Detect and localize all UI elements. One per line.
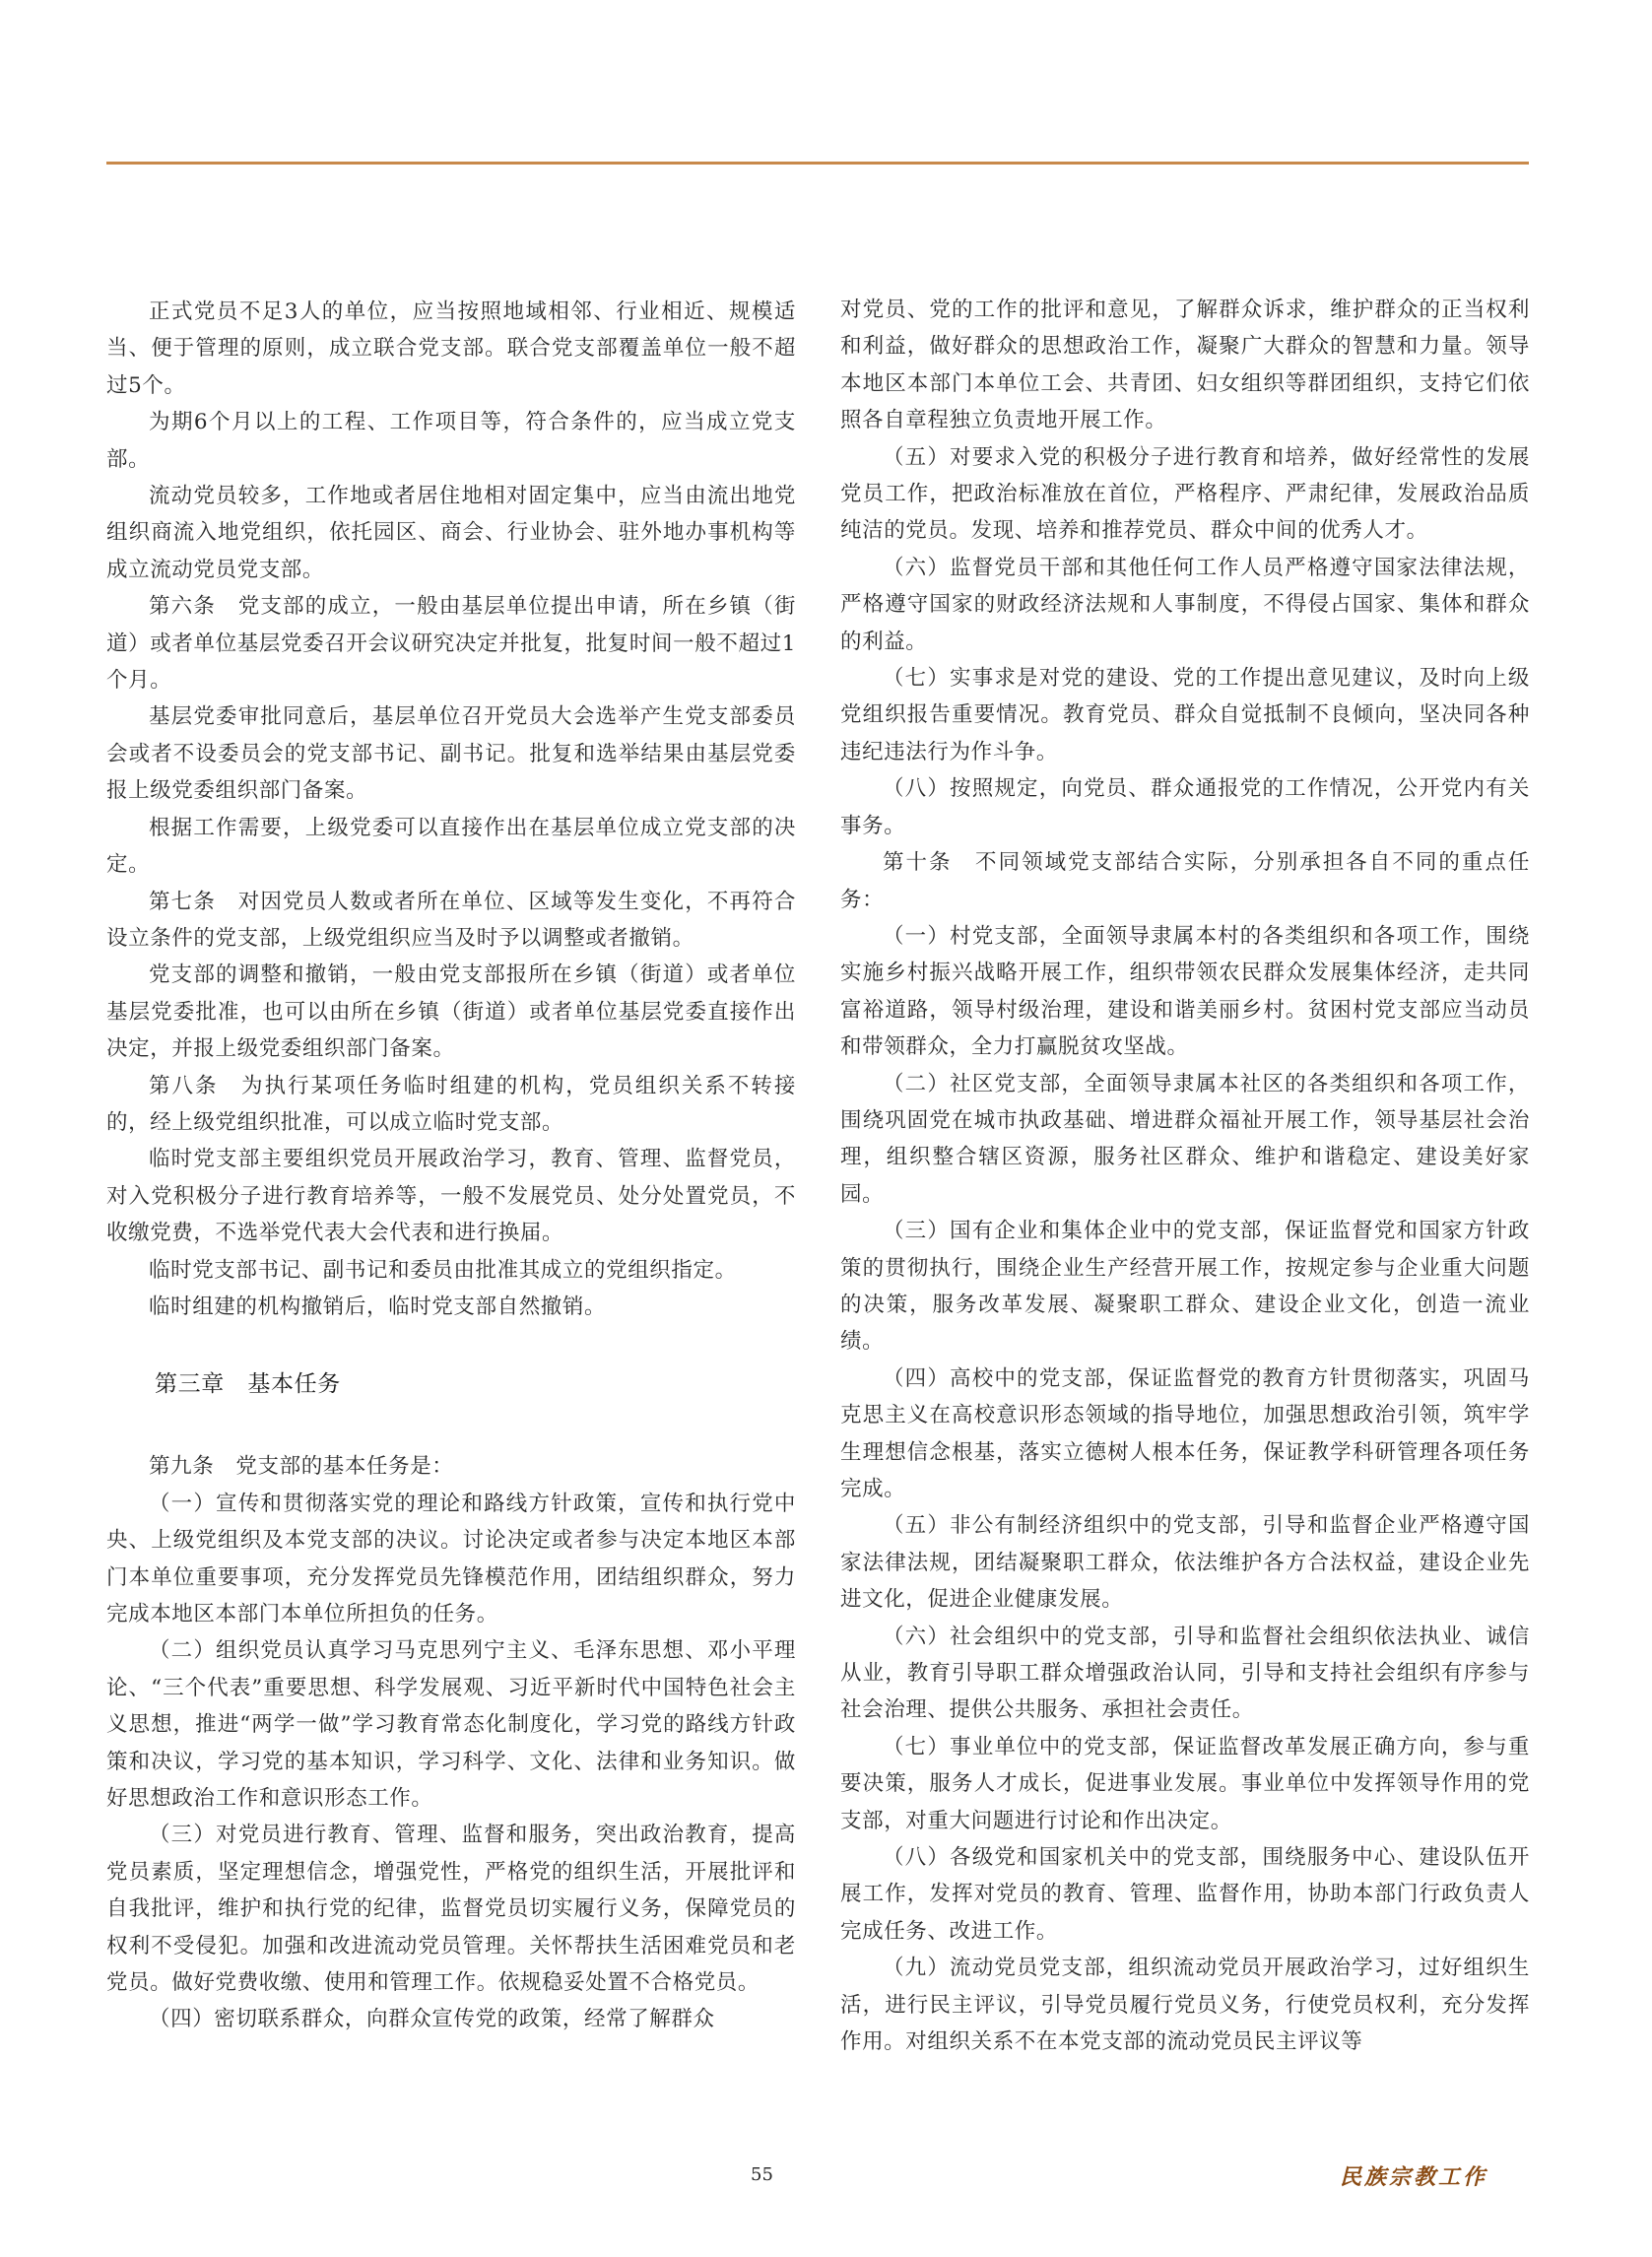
list-item: （一）宣传和贯彻落实党的理论和路线方针政策，宣传和执行党中央、上级党组织及本党支部的决议。讨论决定或者参与决定本地区本部门本单位重要事项，充分发挥党员先锋模范作用，团结组织群众，努力完成本地区本部门本单位所担负的任务。 <box>106 1491 796 1626</box>
paragraph: 正式党员不足3人的单位，应当按照地域相邻、行业相近、规模适当、便于管理的原则，成立联合党支部。联合党支部覆盖单位一般不超过5个。 <box>106 299 796 398</box>
list-item: （四）密切联系群众，向群众宣传党的政策，经常了解群众 <box>149 2007 715 2032</box>
list-item: （六）监督党员干部和其他任何工作人员严格遵守国家法律法规，严格遵守国家的财政经济法规和人事制度，不得侵占国家、集体和群众的利益。 <box>840 555 1530 654</box>
article-10: 第十条 不同领域党支部结合实际，分别承担各自不同的重点任务： <box>840 850 1530 912</box>
publication-logo: 民族宗教工作 <box>1340 2164 1488 2190</box>
list-item: （三）对党员进行教育、管理、监督和服务，突出政治教育，提高党员素质，坚定理想信念，增强党性，严格党的组织生活，开展批评和自我批评，维护和执行党的纪律，监督党员切实履行义务，保障党员的权利不受侵犯。加强和改进流动党员管理。关怀帮扶生活困难党员和老党员。做好党费收缴、使用和管理工作。依规稳妥处置不合格党员。 <box>106 1823 796 1996</box>
right-column <box>840 292 1530 2061</box>
article-9: 第九条 党支部的基本任务是： <box>149 1454 454 1480</box>
article-8: 第八条 为执行某项任务临时组建的机构，党员组织关系不转接的，经上级党组织批准，可以成立临时党支部。 <box>106 1073 796 1135</box>
list-item: （七）事业单位中的党支部，保证监督改革发展正确方向，参与重要决策，服务人才成长，促进事业发展。事业单位中发挥领导作用的党支部，对重大问题进行讨论和作出决定。 <box>840 1734 1530 1833</box>
list-item: （五）非公有制经济组织中的党支部，引导和监督企业严格遵守国家法律法规，团结凝聚职工群众，依法维护各方合法权益，建设企业先进文化，促进企业健康发展。 <box>840 1513 1530 1613</box>
article-6: 第六条 党支部的成立，一般由基层单位提出申请，所在乡镇（街道）或者单位基层党委召开会议研究决定并批复，批复时间一般不超过1个月。 <box>106 594 796 694</box>
list-item: （八）按照规定，向党员、群众通报党的工作情况，公开党内有关事务。 <box>840 776 1530 838</box>
chapter-heading: 第三章 基本任务 <box>155 1371 341 1398</box>
header-rule <box>106 162 1529 165</box>
paragraph: 临时组建的机构撤销后，临时党支部自然撤销。 <box>149 1294 607 1319</box>
paragraph: 根据工作需要，上级党委可以直接作出在基层单位成立党支部的决定。 <box>106 815 796 878</box>
paragraph: 流动党员较多，工作地或者居住地相对固定集中，应当由流出地党组织商流入地党组织，依托园区、商会、行业协会、驻外地办事机构等成立流动党员党支部。 <box>106 484 796 582</box>
list-item: （五）对要求入党的积极分子进行教育和培养，做好经常性的发展党员工作，把政治标准放在首位，严格程序、严肃纪律，发展政治品质纯洁的党员。发现、培养和推荐党员、群众中间的优秀人才。 <box>840 444 1530 544</box>
paragraph: 为期6个月以上的工程、工作项目等，符合条件的，应当成立党支部。 <box>106 410 796 472</box>
list-item: （四）高校中的党支部，保证监督党的教育方针贯彻落实，巩固马克思主义在高校意识形态领域的指导地位，加强思想政治引领，筑牢学生理想信念根基，落实立德树人根本任务，保证教学科研管理各项任务完成。 <box>840 1365 1530 1501</box>
list-item: （三）国有企业和集体企业中的党支部，保证监督党和国家方针政策的贯彻执行，围绕企业生产经营开展工作，按规定参与企业重大问题的决策，服务改革发展、凝聚职工群众、建设企业文化，创造一流业绩。 <box>840 1219 1530 1355</box>
paragraph: 党支部的调整和撤销，一般由党支部报所在乡镇（街道）或者单位基层党委批准，也可以由所在乡镇（街道）或者单位基层党委直接作出决定，并报上级党委组织部门备案。 <box>106 963 796 1062</box>
paragraph: 基层党委审批同意后，基层单位召开党员大会选举产生党支部委员会或者不设委员会的党支部书记、副书记。批复和选举结果由基层党委报上级党委组织部门备案。 <box>106 704 796 804</box>
list-item: （九）流动党员党支部，组织流动党员开展政治学习，过好组织生活，进行民主评议，引导党员履行党员义务，行使党员权利，充分发挥作用。对组织关系不在本党支部的流动党员民主评议等 <box>840 1956 1530 2055</box>
article-7: 第七条 对因党员人数或者所在单位、区域等发生变化，不再符合设立条件的党支部，上级党组织应当及时予以调整或者撤销。 <box>106 889 796 951</box>
paragraph: 临时党支部主要组织党员开展政治学习，教育、管理、监督党员，对入党积极分子进行教育培养等，一般不发展党员、处分处置党员，不收缴党费，不选举党代表大会代表和进行换届。 <box>106 1147 796 1246</box>
left-column <box>106 294 796 2038</box>
page-number: 55 <box>751 2164 773 2185</box>
list-item: （八）各级党和国家机关中的党支部，围绕服务中心、建设队伍开展工作，发挥对党员的教育、管理、监督作用，协助本部门行政负责人完成任务、改进工作。 <box>840 1845 1530 1944</box>
list-item: （二）社区党支部，全面领导隶属本社区的各类组织和各项工作，围绕巩固党在城市执政基础、增进群众福祉开展工作，领导基层社会治理，组织整合辖区资源，服务社区群众、维护和谐稳定、建设美好家园。 <box>840 1071 1530 1207</box>
paragraph-continued: 对党员、党的工作的批评和意见，了解群众诉求，维护群众的正当权利和利益，做好群众的思想政治工作，凝聚广大群众的智慧和力量。领导本地区本部门本单位工会、共青团、妇女组织等群团组织，支持它们依照各自章程独立负责地开展工作。 <box>840 298 1530 433</box>
list-item: （七）实事求是对党的建设、党的工作提出意见建议，及时向上级党组织报告重要情况。教育党员、群众自觉抵制不良倾向，坚决同各种违纪违法行为作斗争。 <box>840 666 1530 764</box>
list-item: （二）组织党员认真学习马克思列宁主义、毛泽东思想、邓小平理论、“三个代表”重要思想、科学发展观、习近平新时代中国特色社会主义思想，推进“两学一做”学习教育常态化制度化，学习党的路线方针政策和决议，学习党的基本知识，学习科学、文化、法律和业务知识。做好思想政治工作和意识形态工作。 <box>106 1638 796 1812</box>
paragraph: 临时党支部书记、副书记和委员由批准其成立的党组织指定。 <box>149 1257 737 1283</box>
list-item: （一）村党支部，全面领导隶属本村的各类组织和各项工作，围绕实施乡村振兴战略开展工作，组织带领农民群众发展集体经济，走共同富裕道路，领导村级治理，建设和谐美丽乡村。贫困村党支部应当动员和带领群众，全力打赢脱贫攻坚战。 <box>840 923 1530 1060</box>
list-item: （六）社会组织中的党支部，引导和监督社会组织依法执业、诚信从业，教育引导职工群众增强政治认同，引导和支持社会组织有序参与社会治理、提供公共服务、承担社会责任。 <box>840 1624 1530 1723</box>
